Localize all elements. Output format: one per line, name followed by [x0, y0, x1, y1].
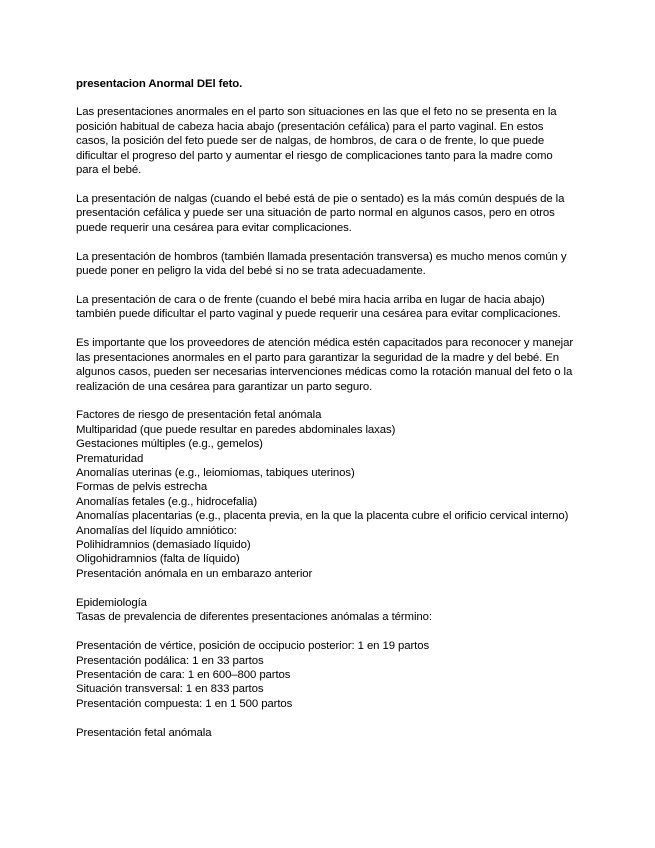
paragraph-shoulder: La presentación de hombros (también llamada presentación transversa) es mucho menos común y puede poner en peligro la vida del bebé si no se trata adecuadamente.: [76, 250, 567, 278]
list-item: Presentación compuesta: 1 en 1 500 partos: [76, 697, 293, 710]
paragraph-importance: Es importante que los proveedores de atención médica estén capacitados para reconocer y manejar las presentaciones anormales en el parto para garantizar la seguridad de la madre y del bebé. En algunos casos, pueden ser necesarias intervenciones médicas como la rotación manual del feto o la realización de una cesárea para garantizar un parto seguro.: [76, 337, 574, 393]
list-item: Presentación anómala en un embarazo anterior: [76, 567, 313, 580]
list-item: Anomalías del líquido amniótico:: [76, 524, 237, 537]
epidemiology-subheading: Tasas de prevalencia de diferentes presentaciones anómalas a término:: [76, 611, 432, 624]
document-title: presentacion Anormal DEl feto.: [76, 78, 243, 90]
list-item: Gestaciones múltiples (e.g., gemelos): [76, 438, 263, 451]
document-page: [76, 77, 576, 740]
list-item: Situación transversal: 1 en 833 partos: [76, 683, 264, 696]
list-item: Anomalías uterinas (e.g., leiomiomas, tabiques uterinos): [76, 467, 355, 480]
risk-factors-heading: Factores de riesgo de presentación fetal anómala: [76, 409, 322, 422]
list-item: Oligohidramnios (falta de líquido): [76, 553, 240, 566]
final-heading: Presentación fetal anómala: [76, 726, 212, 739]
list-item: Polihidramnios (demasiado líquido): [76, 539, 251, 552]
paragraph-breech: La presentación de nalgas (cuando el bebé está de pie o sentado) es la más común después de la presentación cefálica y puede ser una situación de parto normal en algunos casos, pero en otros puede requerir una cesárea para evitar complicaciones.: [76, 192, 565, 234]
list-item: Presentación podálica: 1 en 33 partos: [76, 654, 264, 667]
list-item: Multiparidad (que puede resultar en paredes abdominales laxas): [76, 423, 396, 436]
list-item: Presentación de cara: 1 en 600–800 partos: [76, 668, 291, 681]
paragraph-intro: Las presentaciones anormales en el parto son situaciones en las que el feto no se presenta en la posición habitual de cabeza hacia abajo (presentación cefálica) para el parto vaginal. En estos casos, la posición del feto puede ser de nalgas, de hombros, de cara o de frente, lo que puede dificultar el progreso del parto y aumentar el riesgo de complicaciones tanto para la madre como para el bebé.: [76, 106, 557, 177]
list-item: Presentación de vértice, posición de occipucio posterior: 1 en 19 partos: [76, 640, 430, 653]
prevalence-list: [76, 639, 576, 711]
paragraph-face: La presentación de cara o de frente (cuando el bebé mira hacia arriba en lugar de hacia abajo) también puede dificultar el parto vaginal y puede requerir una cesárea para evitar complicaciones.: [76, 293, 561, 321]
risk-factors-section: [76, 408, 576, 581]
epidemiology-heading: Epidemiología: [76, 596, 147, 609]
list-item: Anomalías fetales (e.g., hidrocefalia): [76, 495, 258, 508]
list-item: Prematuridad: [76, 452, 144, 465]
list-item: Anomalías placentarias (e.g., placenta previa, en la que la placenta cubre el orificio cervical interno): [76, 510, 569, 523]
list-item: Formas de pelvis estrecha: [76, 481, 208, 494]
epidemiology-section: [76, 596, 576, 625]
